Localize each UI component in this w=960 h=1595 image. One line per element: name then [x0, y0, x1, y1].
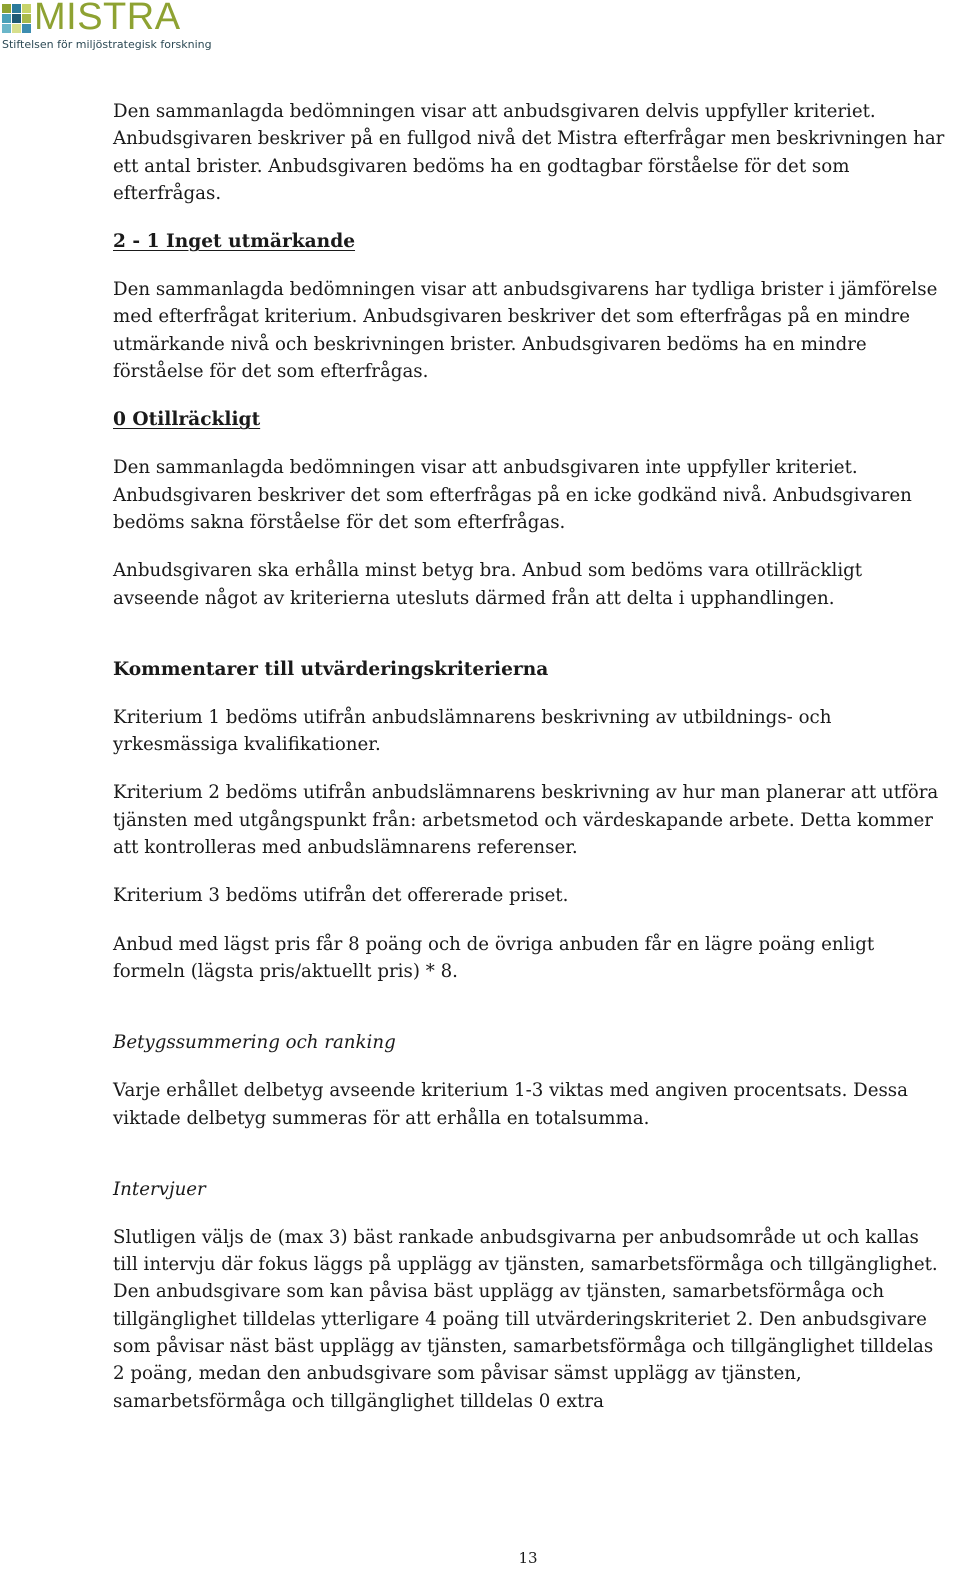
logo-square: [22, 4, 31, 13]
heading-inget-utmarkande: 2 - 1 Inget utmärkande: [113, 231, 356, 253]
logo-wordmark: MISTRA: [34, 0, 181, 38]
paragraph-kriterium-3: Kriterium 3 bedöms utifrån det offererade priset.: [113, 885, 569, 907]
logo-mosaic-icon: [2, 4, 32, 34]
heading-intervjuer: Intervjuer: [113, 1178, 206, 1200]
page-number: 13: [518, 1549, 538, 1567]
paragraph-minst-betyg: Anbudsgivaren ska erhålla minst betyg bra. Anbud som bedöms vara otillräckligt avseende något av kriterierna utesluts därmed från att delta i upphandlingen.: [113, 560, 863, 609]
logo-square: [2, 14, 11, 23]
logo-subtitle: Stiftelsen för miljöstrategisk forskning: [2, 38, 212, 51]
logo-square: [2, 24, 11, 33]
heading-kommentarer: Kommentarer till utvärderingskriterierna: [113, 658, 549, 680]
paragraph-inget-utmarkande: Den sammanlagda bedömningen visar att anbudsgivarens har tydliga brister i jämförelse med efterfrågat kriterium. Anbudsgivaren beskriver det som efterfrågas på en mindre utmärkande nivå och beskrivningen brister. Anbudsgivaren bedöms ha en mindre förståelse för det som efterfrågas.: [113, 279, 938, 383]
logo-square: [22, 14, 31, 23]
document-body: [113, 98, 948, 1415]
logo-square: [2, 4, 11, 13]
paragraph-delvis: Den sammanlagda bedömningen visar att anbudsgivaren delvis uppfyller kriteriet. Anbudsgivaren beskriver på en fullgod nivå det Mistra efterfrågar men beskrivningen har ett antal brister. Anbudsgivaren bedöms ha en godtagbar förståelse för det som efterfrågas.: [113, 101, 945, 204]
paragraph-kriterium-1: Kriterium 1 bedöms utifrån anbudslämnarens beskrivning av utbildnings- och yrkesmässiga kvalifikationer.: [113, 706, 832, 756]
paragraph-intervjuer: Slutligen väljs de (max 3) bäst rankade anbudsgivarna per anbudsområde ut och kallas till intervju där fokus läggs på upplägg av tjänsten, samarbetsförmåga och tillgänglighet. Den anbudsgivare som kan påvisa bäst upplägg av tjänsten, samarbetsförmåga och tillgänglighet tilldelas ytterligare 4 poäng till utvärderingskriteriet 2. Den anbudsgivare som påvisar näst bäst upplägg av tjänsten, samarbetsförmåga och tillgänglighet tilldelas 2 poäng, medan den anbudsgivare som påvisar sämst upplägg av tjänsten, samarbetsförmåga och tillgänglighet tilldelas 0 extra: [113, 1226, 938, 1412]
logo-square: [12, 4, 21, 13]
logo-square: [22, 24, 31, 33]
logo-square: [12, 24, 21, 33]
paragraph-betygssummering: Varje erhållet delbetyg avseende kriterium 1-3 viktas med angiven procentsats. Dessa viktade delbetyg summeras för att erhålla en totalsumma.: [113, 1080, 908, 1129]
paragraph-otillrackligt: Den sammanlagda bedömningen visar att anbudsgivaren inte uppfyller kriteriet. Anbudsgivaren beskriver det som efterfrågas på en icke godkänd nivå. Anbudsgivaren bedöms sakna förståelse för det som efterfrågas.: [113, 457, 912, 533]
paragraph-pris: Anbud med lägst pris får 8 poäng och de övriga anbuden får en lägre poäng enligt formeln (lägsta pris/aktuellt pris) * 8.: [113, 933, 875, 982]
heading-betygssummering: Betygssummering och ranking: [113, 1032, 396, 1054]
mistra-logo: [2, 0, 212, 54]
heading-otillrackligt: 0 Otillräckligt: [113, 409, 261, 431]
paragraph-kriterium-2: Kriterium 2 bedöms utifrån anbudslämnarens beskrivning av hur man planerar att utföra tjänsten med utgångspunkt från: arbetsmetod och värdeskapande arbete. Detta kommer att kontrolleras med anbudslämnarens referenser.: [113, 782, 939, 859]
logo-square: [12, 14, 21, 23]
